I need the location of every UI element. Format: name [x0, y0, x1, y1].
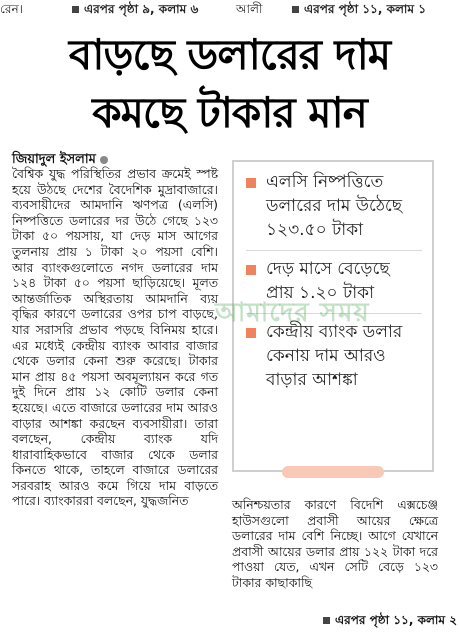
- square-bullet-icon: [72, 6, 79, 13]
- article-column-2: [232, 497, 438, 591]
- highlight-text: দেড় মাসে বেড়েছে প্রায় ১.২০ টাকা: [266, 259, 390, 303]
- article-column-1: [12, 166, 218, 509]
- headline-line-1: বাড়ছে ডলারের দাম: [68, 30, 391, 79]
- headline-line-2: কমছে টাকার মান: [92, 88, 367, 137]
- decorative-bar: [282, 466, 384, 478]
- highlight-text: কেন্দ্রীয় ব্যাংক ডলার কেনায় দাম আরও বাড়ার আশঙ্কা: [266, 322, 403, 390]
- headline: [0, 26, 459, 142]
- square-bullet-icon: [292, 6, 299, 13]
- continuation-ref-1: এরপর পৃষ্ঠা ৯, কলাম ৬: [72, 0, 198, 18]
- continuation-ref: এরপর পৃষ্ঠা ১১, কলাম ২: [323, 612, 457, 632]
- article-text: বৈশ্বিক যুদ্ধ পরিস্থিতির প্রভাব ক্রমেই স্পষ্ট হয়ে উঠছে দেশের বৈদেশিক মুদ্রাবাজারে। ব্যবসায়ীদের আমদানি ঋণপত্র (এলসি) নিষ্পত্তিতে ডলারের দর উঠে গেছে ১২৩ টাকা ৫০ পয়সায়, যা দেড় মাস আগের তুলনায় প্রায় ১ টাকা ২০ পয়সা বেশি। আর ব্যাংকগুলোতে নগদ ডলারের দাম ১২৪ টাকা ৫০ পয়সা ছাড়িয়েছে। মূলত আন্তর্জাতিক অস্থিরতায় আমদানি ব্যয় বৃদ্ধির কারণে ডলারের ওপর চাপ বাড়ছে, যার সরাসরি প্রভাব পড়ছে বিনিময় হারে। এর মধ্যেই কেন্দ্রীয় ব্যাংক আবার বাজার থেকে ডলার কেনা শুরু করেছে। টাকার মান প্রায় ৪৫ পয়সা অবমূল্যায়ন করে গত দুই দিনে প্রায় ১২ কোটি ডলার কেনা হয়েছে। এতে বাজারে ডলারের দাম আরও বাড়ার আশঙ্কা করছেন ব্যবসায়ীরা। তারা বলছেন, কেন্দ্রীয় ব্যাংক যদি ধারাবাহিকভাবে বাজার থেকে ডলার কিনতে থাকে, তাহলে বাজারে ডলারের সরবরাহ আরও কমে গিয়ে দাম বাড়তে পারে। ব্যাংকাররা বলছেন, যুদ্ধজনিত: [12, 166, 218, 509]
- highlight-item: [246, 170, 422, 242]
- prev-story-tail: রেন।: [0, 2, 23, 16]
- author-name: জিয়াদুল ইসলাম: [12, 152, 96, 167]
- continuation-ref-2: এরপর পৃষ্ঠা ১১, কলাম ১: [292, 0, 426, 18]
- highlight-text: এলসি নিষ্পত্তিতে ডলারের দাম উঠেছে ১২৩.৫০ টাকা: [266, 172, 403, 240]
- prev-story-tail-2: আলী: [236, 2, 263, 16]
- dot-icon: [100, 156, 108, 164]
- square-bullet-icon: [246, 265, 256, 275]
- square-bullet-icon: [246, 178, 256, 188]
- square-bullet-icon: [323, 617, 330, 624]
- top-strip: [0, 0, 459, 20]
- watermark: আমাদের সময়: [215, 298, 370, 328]
- article-text: অনিশ্চয়তার কারণে বিদেশি এক্সচেঞ্জ হাউসগুলো প্রবাসী আয়ের ক্ষেত্রে ডলারের দাম বেশি নিচ্ছে। আগে যেখানে প্রবাসী আয়ের ডলার প্রায় ১২২ টাকা দরে পাওয়া যেত, এখন সেটি বেড়ে ১২৩ টাকার কাছাকাছি: [232, 497, 438, 590]
